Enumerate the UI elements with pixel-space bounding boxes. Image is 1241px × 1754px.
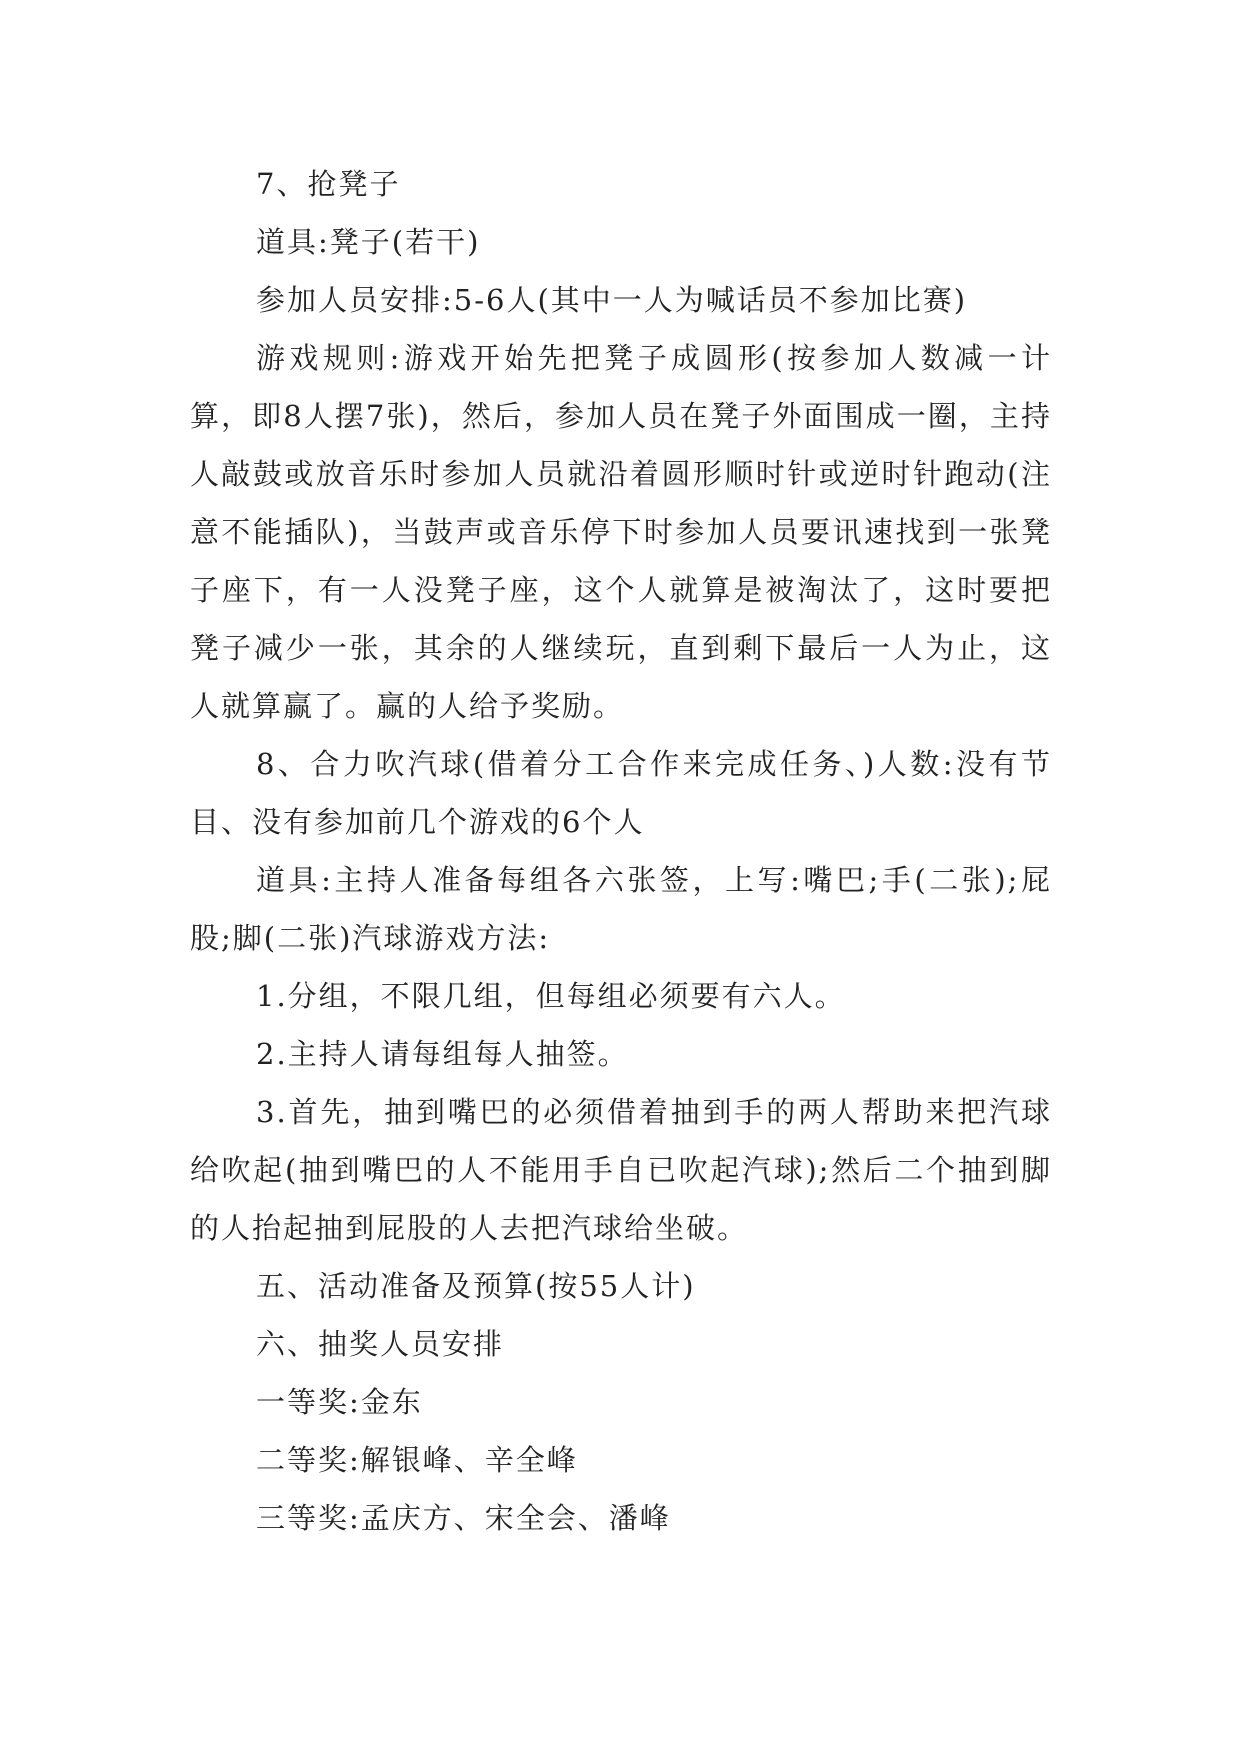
- section-heading-musical-chairs: 7、抢凳子: [256, 167, 401, 201]
- second-prize-line: 二等奖:解银峰、辛全峰: [256, 1443, 578, 1477]
- balloon-props-paragraph: 道具:主持人准备每组各六张签，上写:嘴巴;手(二张);屁股;脚(二张)汽球游戏方法:: [190, 863, 1052, 955]
- participants-line: 参加人员安排:5-6人(其中一人为喊话员不参加比赛): [256, 283, 968, 317]
- step-2-line: 2.主持人请每组每人抽签。: [256, 1037, 629, 1071]
- game-rules-paragraph: 游戏规则:游戏开始先把凳子成圆形(按参加人数减一计算，即8人摆7张)，然后，参加人员在凳子外面围成一圈，主持人敲鼓或放音乐时参加人员就沿着圆形顺时针或逆时针跑动(注意不能插队)，当鼓声或音乐停下时参加人员要讯速找到一张凳子座下，有一人没凳子座，这个人就算是被淘汰了，这时要把凳子减少一张，其余的人继续玩，直到剩下最后一人为止，这人就算赢了。赢的人给予奖励。: [190, 341, 1052, 723]
- section-heading-balloon-game: 8、合力吹汽球(借着分工合作来完成任务、)人数:没有节目、没有参加前几个游戏的6个人: [190, 747, 1052, 839]
- props-line: 道具:凳子(若干): [256, 225, 481, 259]
- step-3-paragraph: 3.首先，抽到嘴巴的必须借着抽到手的两人帮助来把汽球给吹起(抽到嘴巴的人不能用手自已吹起汽球);然后二个抽到脚的人抬起抽到屁股的人去把汽球给坐破。: [190, 1095, 1052, 1245]
- section-heading-budget: 五、活动准备及预算(按55人计): [256, 1269, 696, 1303]
- section-heading-lottery: 六、抽奖人员安排: [256, 1327, 505, 1361]
- first-prize-line: 一等奖:金东: [256, 1385, 423, 1419]
- step-1-line: 1.分组，不限几组，但每组必须要有六人。: [256, 979, 846, 1013]
- document-body: [190, 155, 1052, 1547]
- third-prize-line: 三等奖:孟庆方、宋全会、潘峰: [256, 1501, 671, 1535]
